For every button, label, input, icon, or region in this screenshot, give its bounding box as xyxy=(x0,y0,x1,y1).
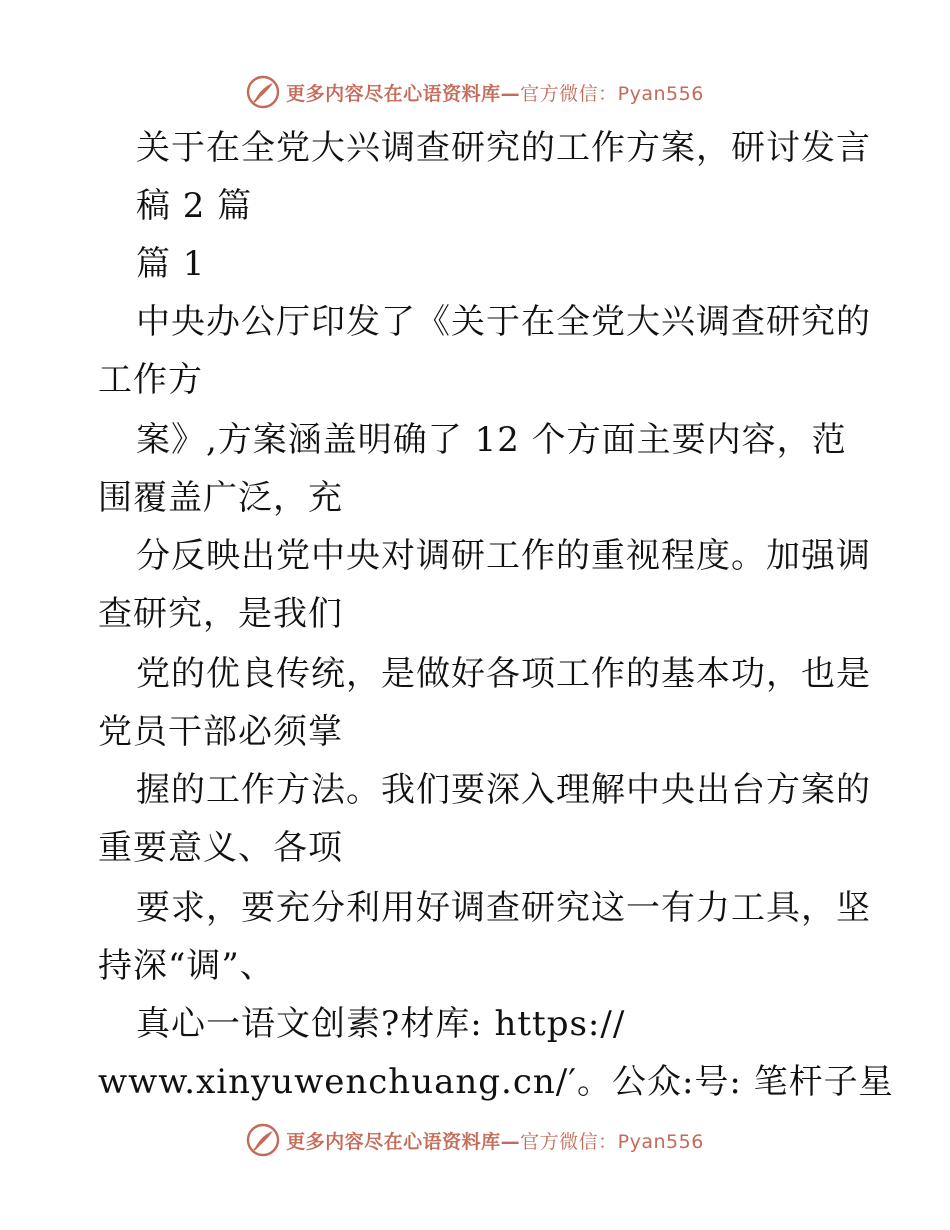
body-line: 分反映出党中央对调研工作的重视程度。加强调 xyxy=(136,536,871,576)
watermark-main: 更多内容尽在心语资料库— xyxy=(286,1130,521,1153)
header-watermark xyxy=(0,72,950,112)
body-line: 持深“调”、 xyxy=(98,946,275,986)
source-url-line: www.xinyuwenchuang.cn/′。公众:号: 笔杆子星 xyxy=(98,1062,894,1102)
footer-watermark xyxy=(0,1120,950,1160)
document-title-line-2: 稿 2 篇 xyxy=(136,186,253,226)
source-line: 真心一语文创素?材库: https:// xyxy=(136,1004,626,1044)
body-line: 中央办公厅印发了《关于在全党大兴调查研究的 xyxy=(136,302,871,342)
body-line: 工作方 xyxy=(98,360,203,400)
quill-logo-icon xyxy=(246,1123,280,1157)
watermark-contact: 官方微信：Pyan556 xyxy=(520,82,704,105)
watermark-text xyxy=(286,1127,704,1154)
body-line: 围覆盖广泛，充 xyxy=(98,478,343,518)
body-line: 案》,方案涵盖明确了 12 个方面主要内容，范 xyxy=(136,420,847,460)
body-line: 重要意义、各项 xyxy=(98,828,343,868)
body-line: 党的优良传统，是做好各项工作的基本功，也是 xyxy=(136,654,871,694)
watermark-contact: 官方微信：Pyan556 xyxy=(520,1130,704,1153)
body-line: 握的工作方法。我们要深入理解中央出台方案的 xyxy=(136,770,871,810)
section-heading: 篇 1 xyxy=(136,244,206,284)
watermark-text xyxy=(286,79,704,106)
document-title-line-1: 关于在全党大兴调查研究的工作方案，研讨发言 xyxy=(136,128,871,168)
body-line: 要求，要充分利用好调查研究这一有力工具，坚 xyxy=(136,888,871,928)
body-line: 党员干部必须掌 xyxy=(98,712,343,752)
quill-logo-icon xyxy=(246,75,280,109)
watermark-main: 更多内容尽在心语资料库— xyxy=(286,82,521,105)
body-line: 查研究，是我们 xyxy=(98,594,343,634)
